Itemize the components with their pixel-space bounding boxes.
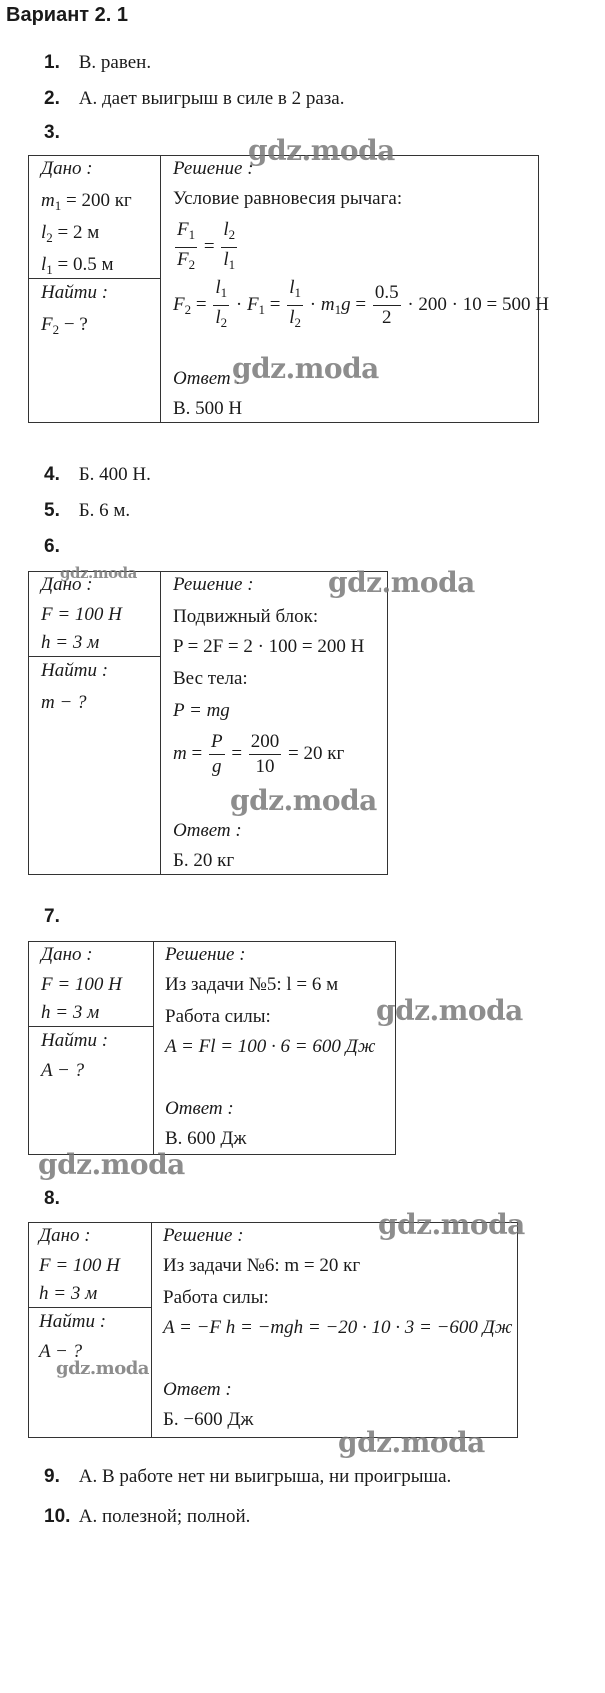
watermark: gdz.moda <box>248 134 395 167</box>
solution-line-1: Из задачи №5: l = 6 м <box>165 974 339 995</box>
answer-4: 4. Б. 400 Н. <box>44 464 151 485</box>
problem-6-answer: Б. 20 кг <box>173 850 235 871</box>
page-title: Вариант 2. 1 <box>6 4 128 26</box>
find-label: Найти : <box>39 1311 107 1332</box>
problem-8-table <box>28 1222 518 1438</box>
given-force: F = 100 Н <box>41 974 122 995</box>
answer-label: Ответ : <box>173 820 242 841</box>
solution-line-2: Работа силы: <box>165 1006 271 1027</box>
problem-3-answer: В. 500 Н <box>173 398 243 419</box>
problem-8-answer: Б. −600 Дж <box>163 1409 254 1430</box>
solution-line-1: Подвижный блок: <box>173 606 319 627</box>
solution-line-2: Работа силы: <box>163 1287 269 1308</box>
given-force: F = 100 Н <box>41 604 122 625</box>
solution-line-3: A = −F h = −mgh = −20 · 10 · 3 = −600 Дж <box>163 1317 513 1338</box>
watermark: gdz.moda <box>378 1208 525 1241</box>
solution-line-3: Вес тела: <box>173 668 248 689</box>
problem-7-number: 7. <box>44 906 60 927</box>
given-height: h = 3 м <box>41 632 100 653</box>
watermark: gdz.moda <box>230 784 377 817</box>
answer-5: 5. Б. 6 м. <box>44 500 131 521</box>
given-height: h = 3 м <box>39 1283 98 1304</box>
answer-1: 1. В. равен. <box>44 52 152 73</box>
given-height: h = 3 м <box>41 1002 100 1023</box>
solution-line-1: Условие равновесия рычага: <box>173 188 403 209</box>
given-force: F = 100 Н <box>39 1255 120 1276</box>
problem-7-answer: В. 600 Дж <box>165 1128 247 1149</box>
answer-label: Ответ : <box>173 368 242 389</box>
given-label: Дано : <box>41 944 93 965</box>
solution-line-2: P = 2F = 2 · 100 = 200 Н <box>173 636 365 657</box>
given-mass: $m_1 = 200$ кг <box>41 190 132 213</box>
problem-8-number: 8. <box>44 1188 60 1209</box>
given-length-1: $l_1 = 0.5$ м <box>41 254 114 277</box>
solution-label: Решение : <box>173 574 254 595</box>
given-label: Дано : <box>39 1225 91 1246</box>
problem-7-table <box>28 941 396 1155</box>
problem-6-table <box>28 571 388 875</box>
find-work: A − ? <box>39 1341 83 1362</box>
find-force: $F_2$ − ? <box>41 314 88 337</box>
find-label: Найти : <box>41 282 109 303</box>
answer-9: 9. А. В работе нет ни выигрыша, ни проигрыша. <box>44 1466 452 1487</box>
watermark: gdz.moda <box>56 1358 149 1379</box>
solution-line-3: A = Fl = 100 · 6 = 600 Дж <box>165 1036 376 1057</box>
given-label: Дано : <box>41 158 93 179</box>
solution-label: Решение : <box>163 1225 244 1246</box>
answer-2: 2. А. дает выигрыш в силе в 2 раза. <box>44 88 345 109</box>
find-label: Найти : <box>41 1030 109 1051</box>
problem-6-number: 6. <box>44 536 60 557</box>
watermark: gdz.moda <box>38 1148 185 1181</box>
find-mass: m − ? <box>41 692 87 713</box>
given-length-2: $l_2 = 2$ м <box>41 222 100 245</box>
watermark: gdz.moda <box>328 566 475 599</box>
problem-3-number: 3. <box>44 122 60 143</box>
solution-label: Решение : <box>173 158 254 179</box>
force-calculation: $F_2$ = $\frac{l_1}{l_2}$ · $F_1$ = $\frac{l_1}{l_2}$ · $m_1g$ = $\frac{0.5}{2}$ · 200 · 10 = 500 Н <box>173 277 549 330</box>
answer-label: Ответ : <box>163 1379 232 1400</box>
find-label: Найти : <box>41 660 109 681</box>
given-label: Дано : <box>41 574 93 595</box>
find-work: A − ? <box>41 1060 85 1081</box>
watermark: gdz.moda <box>338 1426 485 1459</box>
answer-label: Ответ : <box>165 1098 234 1119</box>
mass-calculation: m = $\frac{P}{g}$ = $\frac{200}{10}$ = 20 кг <box>173 731 345 777</box>
watermark: gdz.moda <box>60 564 137 582</box>
answer-10: 10. А. полезной; полной. <box>44 1506 251 1527</box>
solution-line-1: Из задачи №6: m = 20 кг <box>163 1255 361 1276</box>
solution-line-4: P = mg <box>173 700 230 721</box>
watermark: gdz.moda <box>376 994 523 1027</box>
equilibrium-formula: $\frac{F_1}{F_2}$ = $\frac{l_2}{l_1}$ <box>177 219 236 272</box>
watermark: gdz.moda <box>232 352 379 385</box>
solution-label: Решение : <box>165 944 246 965</box>
